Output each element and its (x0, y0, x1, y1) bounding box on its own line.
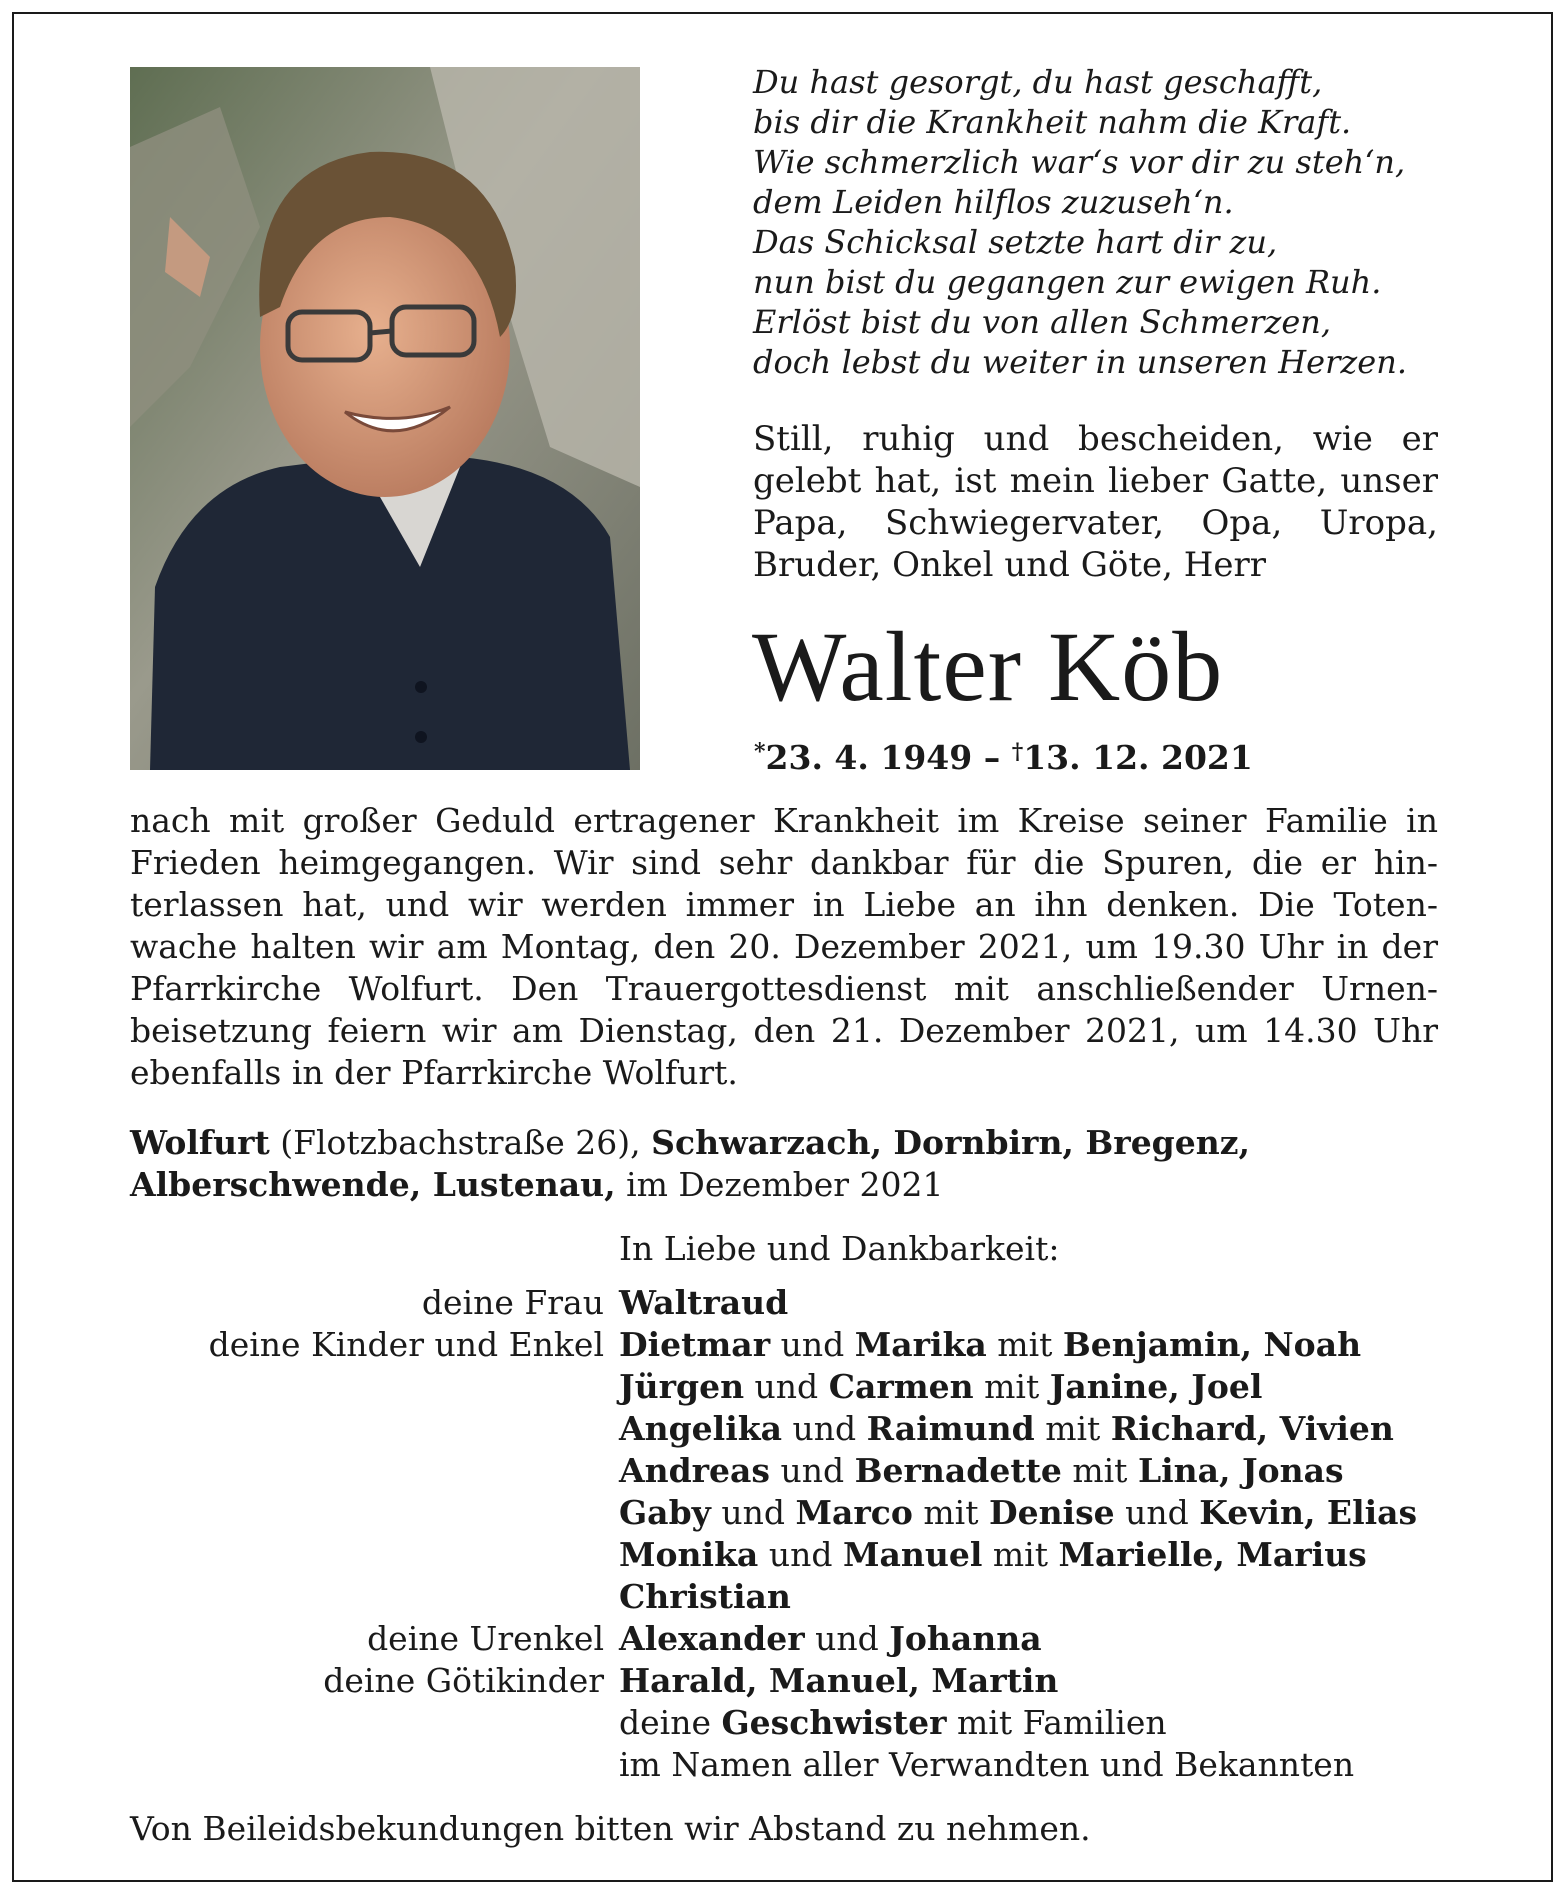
deceased-name: Walter Köb (752, 611, 1224, 722)
children-row (619, 1576, 1438, 1618)
body-line: nach mit großer Geduld ertragener Krankheit im Kreise seiner Familie in (130, 801, 1438, 840)
relation-spacer (130, 1744, 619, 1786)
intro-text: Still, ruhig und bescheiden, wie er gelebt hat, ist mein lieber Gatte, unser Papa, Schwiegervater, Opa, Uropa, Bruder, Onkel und Göte, Herr (753, 419, 1438, 585)
family-name: Marco (795, 1493, 913, 1532)
family-name: Jürgen (619, 1367, 745, 1406)
conjunction: und (710, 1493, 796, 1532)
body-line: Pfarrkirche Wolfurt. Den Trauergottesdienst mit anschließender Urnen- (130, 969, 1438, 1008)
relation-label: deine Götikinder (323, 1661, 604, 1700)
family-name: Monika (619, 1535, 759, 1574)
place-wolfurt: Wolfurt (130, 1123, 270, 1162)
body-line: Frieden heimgegangen. Wir sind sehr dankbar für die Spuren, die er hin- (130, 843, 1438, 882)
relation-label: deine Urenkel (367, 1619, 604, 1658)
death-mark: † (1011, 739, 1024, 765)
conjunction: mit (986, 1325, 1063, 1364)
family-name: Richard, Vivien (1110, 1409, 1394, 1448)
family-name: Lina, Jonas (1137, 1451, 1344, 1490)
great-grandchild-name: Johanna (889, 1619, 1042, 1658)
family-name: Benjamin, Noah (1062, 1325, 1362, 1364)
conjunction: und (758, 1535, 843, 1574)
family-name: Janine, Joel (1049, 1367, 1263, 1406)
body-line: beisetzung feiern wir am Dienstag, den 21. Dezember 2021, um 14.30 Uhr (130, 1011, 1438, 1050)
death-date: 13. 12. 2021 (1023, 738, 1253, 777)
family-name: Angelika (619, 1409, 782, 1448)
poem-line: Das Schicksal setzte hart dir zu, (753, 223, 1278, 261)
family-name: Raimund (866, 1409, 1035, 1448)
body-line: wache halten wir am Montag, den 20. Dezember 2021, um 19.30 Uhr in der (130, 927, 1438, 966)
poem-line: Du hast gesorgt, du hast geschafft, (753, 63, 1323, 101)
poem-line: bis dir die Krankheit nahm die Kraft. (753, 103, 1352, 141)
conjunction: und (782, 1409, 867, 1448)
poem-line: Wie schmerzlich war‘s vor dir zu steh‘n, (753, 143, 1406, 181)
portrait-image (130, 67, 640, 770)
relation-label: deine Frau (421, 1283, 604, 1322)
conjunction: und (770, 1451, 855, 1490)
siblings-prefix: deine (619, 1703, 722, 1742)
children-row (619, 1534, 1438, 1576)
children-list (619, 1324, 1438, 1618)
body-line: ebenfalls in der Pfarrkirche Wolfurt. (130, 1053, 738, 1092)
conjunction: mit (1034, 1409, 1111, 1448)
great-grandchild-name: Alexander (619, 1619, 805, 1658)
birth-mark: * (754, 739, 766, 765)
relation-label: deine Kinder und Enkel (208, 1325, 604, 1364)
dedication-line: In Liebe und Dankbarkeit: (619, 1229, 1060, 1268)
all-relatives-line: im Namen aller Verwandten und Bekannten (619, 1745, 1355, 1784)
conjunction: mit (982, 1535, 1059, 1574)
family-name: Christian (619, 1577, 791, 1616)
wife-name: Waltraud (619, 1283, 789, 1322)
conjunction: und (1114, 1493, 1200, 1532)
family-name: Marika (854, 1325, 987, 1364)
family-name: Bernadette (854, 1451, 1062, 1490)
places-list: Schwarzach, Dornbirn, Bregenz, (651, 1123, 1250, 1162)
poem-line: dem Leiden hilflos zuzuseh‘n. (753, 183, 1234, 221)
places-list: Alberschwende, Lustenau, (130, 1165, 616, 1204)
month-year: im Dezember 2021 (615, 1165, 944, 1204)
conjunction: mit (973, 1367, 1050, 1406)
memorial-poem (753, 62, 1453, 382)
children-row (619, 1492, 1438, 1534)
address: (Flotzbachstraße 26), (269, 1123, 652, 1162)
siblings-suffix: mit Familien (946, 1703, 1167, 1742)
children-row (619, 1324, 1438, 1366)
conjunction: mit (1061, 1451, 1138, 1490)
portrait-photo (130, 67, 640, 770)
poem-line: Erlöst bist du von allen Schmerzen, (753, 303, 1332, 341)
family-name: Andreas (619, 1451, 771, 1490)
family-name: Dietmar (619, 1325, 771, 1364)
children-row (619, 1408, 1438, 1450)
family-name: Marielle, Marius (1058, 1535, 1367, 1574)
family-name: Denise (988, 1493, 1115, 1532)
date-separator: – (972, 738, 1012, 777)
conjunction: und (770, 1325, 855, 1364)
body-line: terlassen hat, und wir werden immer in Liebe an ihn denken. Die Toten- (130, 885, 1438, 924)
family-list (130, 1282, 1438, 1786)
poem-line: nun bist du gegangen zur ewigen Ruh. (753, 263, 1382, 301)
family-name: Manuel (842, 1535, 983, 1574)
announcement-body (130, 800, 1438, 1094)
family-name: Kevin, Elias (1199, 1493, 1418, 1532)
conjunction: und (744, 1367, 829, 1406)
siblings-label: Geschwister (721, 1703, 947, 1742)
godchildren-names: Harald, Manuel, Martin (619, 1661, 1059, 1700)
condolence-note: Von Beileidsbekundungen bitten wir Abstand zu nehmen. (130, 1809, 1091, 1848)
children-row (619, 1450, 1438, 1492)
life-dates (754, 738, 1253, 777)
children-row (619, 1366, 1438, 1408)
poem-line: doch lebst du weiter in unseren Herzen. (753, 343, 1407, 381)
family-name: Gaby (619, 1493, 711, 1532)
family-name: Carmen (828, 1367, 974, 1406)
birth-date: 23. 4. 1949 (765, 738, 973, 777)
conjunction: und (804, 1619, 890, 1658)
places-and-date (130, 1122, 1438, 1206)
conjunction: mit (912, 1493, 989, 1532)
relation-spacer (130, 1702, 619, 1744)
